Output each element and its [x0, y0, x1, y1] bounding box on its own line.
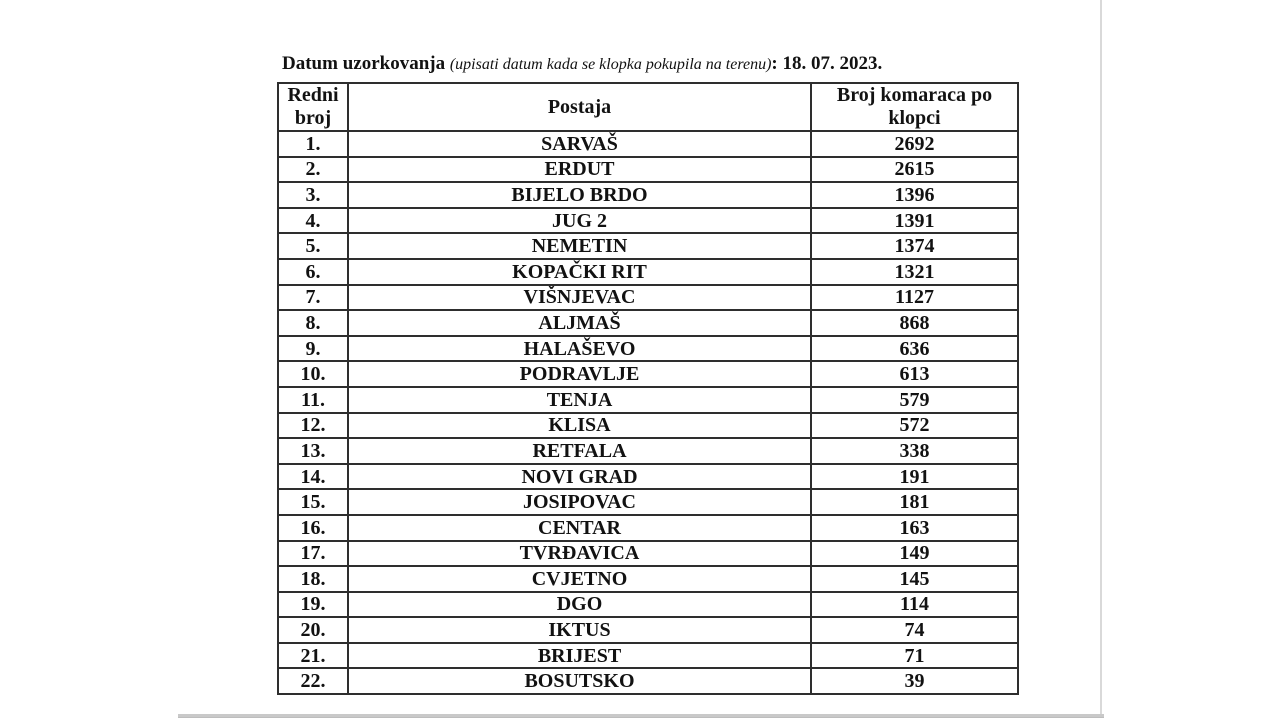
header-broj-komaraca-label: Broj komaraca po klopci — [836, 84, 993, 129]
station-table-body — [278, 131, 1018, 694]
station-cell: ERDUT — [348, 157, 811, 183]
count-cell: 636 — [811, 336, 1018, 362]
row-number-cell: 4. — [278, 208, 348, 234]
table-row — [278, 515, 1018, 541]
count-cell: 1396 — [811, 182, 1018, 208]
station-cell: BOSUTSKO — [348, 668, 811, 694]
header-redni-broj-label: Redni broj — [287, 84, 339, 129]
table-row — [278, 464, 1018, 490]
table-row — [278, 438, 1018, 464]
table-row — [278, 259, 1018, 285]
count-cell: 149 — [811, 541, 1018, 567]
station-cell: RETFALA — [348, 438, 811, 464]
count-cell: 613 — [811, 361, 1018, 387]
row-number-cell: 5. — [278, 233, 348, 259]
table-row — [278, 541, 1018, 567]
station-cell: KLISA — [348, 413, 811, 439]
station-cell: HALAŠEVO — [348, 336, 811, 362]
station-cell: DGO — [348, 592, 811, 618]
header-redni-broj — [278, 83, 348, 131]
count-cell: 579 — [811, 387, 1018, 413]
count-cell: 145 — [811, 566, 1018, 592]
row-number-cell: 19. — [278, 592, 348, 618]
station-cell: JOSIPOVAC — [348, 489, 811, 515]
table-row — [278, 489, 1018, 515]
station-cell: TVRĐAVICA — [348, 541, 811, 567]
table-row — [278, 668, 1018, 694]
mosquito-count-table — [277, 82, 1019, 695]
count-cell: 1127 — [811, 285, 1018, 311]
count-cell: 39 — [811, 668, 1018, 694]
row-number-cell: 1. — [278, 131, 348, 157]
row-number-cell: 6. — [278, 259, 348, 285]
row-number-cell: 22. — [278, 668, 348, 694]
station-cell: CVJETNO — [348, 566, 811, 592]
table-row — [278, 131, 1018, 157]
station-cell: ALJMAŠ — [348, 310, 811, 336]
row-number-cell: 18. — [278, 566, 348, 592]
station-cell: BIJELO BRDO — [348, 182, 811, 208]
row-number-cell: 7. — [278, 285, 348, 311]
station-cell: KOPAČKI RIT — [348, 259, 811, 285]
count-cell: 1321 — [811, 259, 1018, 285]
row-number-cell: 15. — [278, 489, 348, 515]
station-cell: CENTAR — [348, 515, 811, 541]
sampling-date-note: (upisati datum kada se klopka pokupila na terenu) — [449, 56, 772, 73]
row-number-cell: 12. — [278, 413, 348, 439]
count-cell: 181 — [811, 489, 1018, 515]
table-row — [278, 413, 1018, 439]
count-cell: 74 — [811, 617, 1018, 643]
table-row — [278, 182, 1018, 208]
count-cell: 1391 — [811, 208, 1018, 234]
table-row — [278, 310, 1018, 336]
station-cell: NEMETIN — [348, 233, 811, 259]
count-cell: 114 — [811, 592, 1018, 618]
count-cell: 2615 — [811, 157, 1018, 183]
page-right-edge — [1100, 0, 1102, 717]
row-number-cell: 10. — [278, 361, 348, 387]
sampling-date-colon: : — [771, 53, 778, 74]
count-cell: 338 — [811, 438, 1018, 464]
row-number-cell: 13. — [278, 438, 348, 464]
table-header-row — [278, 83, 1018, 131]
row-number-cell: 8. — [278, 310, 348, 336]
count-cell: 2692 — [811, 131, 1018, 157]
sampling-date-value: 18. 07. 2023. — [782, 53, 883, 74]
station-cell: IKTUS — [348, 617, 811, 643]
count-cell: 71 — [811, 643, 1018, 669]
table-row — [278, 566, 1018, 592]
station-cell: PODRAVLJE — [348, 361, 811, 387]
count-cell: 191 — [811, 464, 1018, 490]
table-row — [278, 361, 1018, 387]
header-postaja — [348, 83, 811, 131]
table-row — [278, 336, 1018, 362]
row-number-cell: 3. — [278, 182, 348, 208]
table-row — [278, 643, 1018, 669]
count-cell: 163 — [811, 515, 1018, 541]
table-row — [278, 387, 1018, 413]
count-cell: 572 — [811, 413, 1018, 439]
table-row — [278, 157, 1018, 183]
station-cell: TENJA — [348, 387, 811, 413]
station-cell: JUG 2 — [348, 208, 811, 234]
row-number-cell: 14. — [278, 464, 348, 490]
station-cell: BRIJEST — [348, 643, 811, 669]
page-bottom-edge — [178, 714, 1104, 718]
row-number-cell: 2. — [278, 157, 348, 183]
row-number-cell: 17. — [278, 541, 348, 567]
table-row — [278, 285, 1018, 311]
row-number-cell: 9. — [278, 336, 348, 362]
header-broj-komaraca — [811, 83, 1018, 131]
table-row — [278, 592, 1018, 618]
table-row — [278, 617, 1018, 643]
sampling-date-label: Datum uzorkovanja — [282, 53, 446, 74]
table-row — [278, 208, 1018, 234]
station-cell: VIŠNJEVAC — [348, 285, 811, 311]
station-cell: NOVI GRAD — [348, 464, 811, 490]
header-postaja-label: Postaja — [547, 95, 612, 118]
sampling-date-title — [282, 52, 882, 76]
table-row — [278, 233, 1018, 259]
row-number-cell: 20. — [278, 617, 348, 643]
station-cell: SARVAŠ — [348, 131, 811, 157]
count-cell: 1374 — [811, 233, 1018, 259]
row-number-cell: 21. — [278, 643, 348, 669]
count-cell: 868 — [811, 310, 1018, 336]
row-number-cell: 16. — [278, 515, 348, 541]
row-number-cell: 11. — [278, 387, 348, 413]
